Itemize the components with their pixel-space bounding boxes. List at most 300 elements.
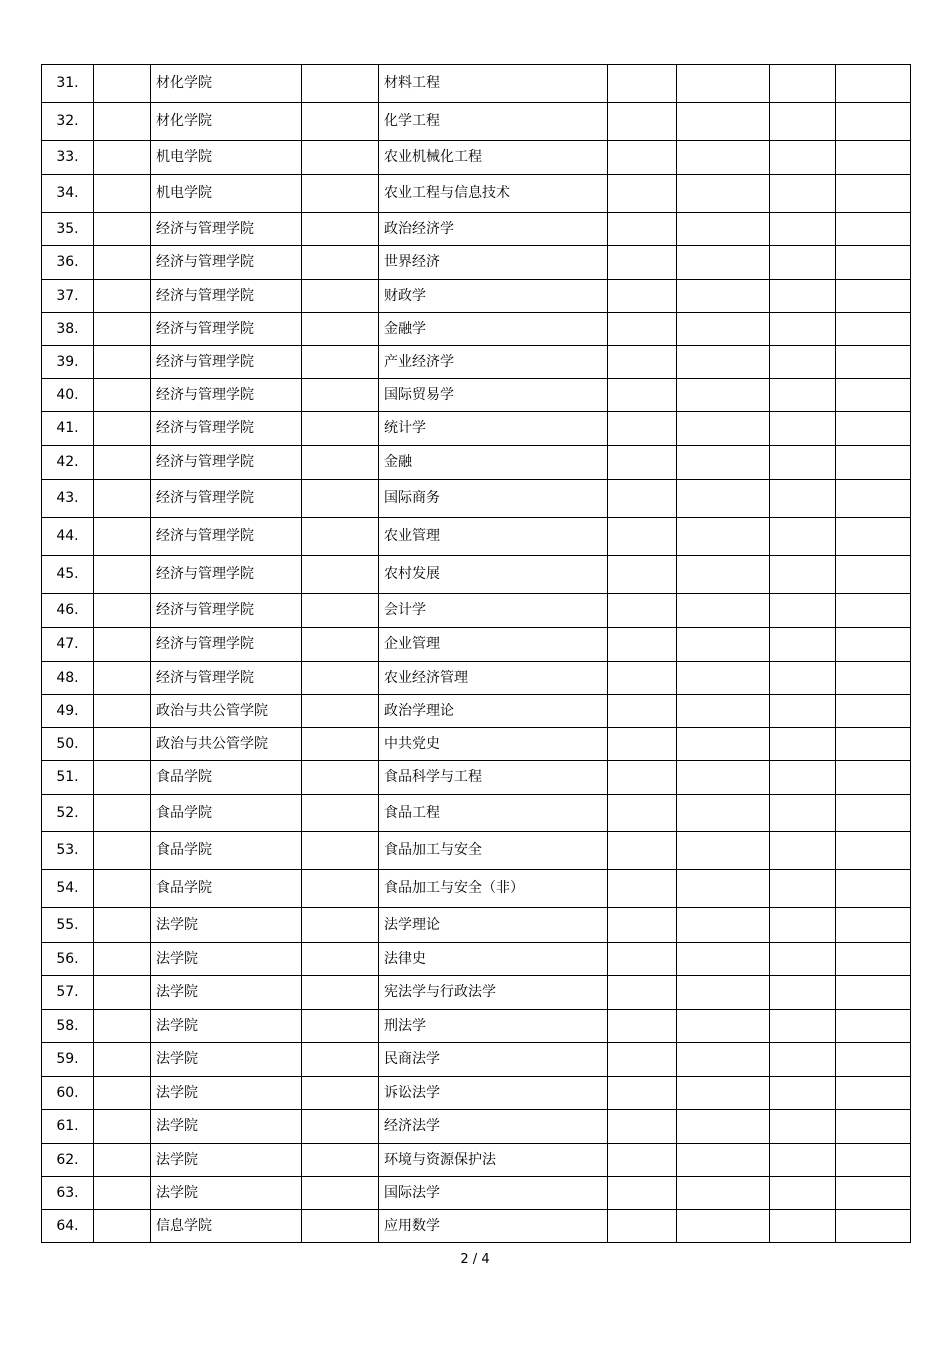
college-cell: 经济与管理学院: [151, 213, 302, 246]
blank-cell: [836, 412, 911, 446]
table-row: [42, 728, 911, 761]
row-number-cell: 44.: [42, 518, 94, 556]
row-number-cell: 37.: [42, 280, 94, 313]
blank-cell: [836, 1110, 911, 1144]
blank-cell: [302, 65, 379, 103]
row-number-cell: 64.: [42, 1210, 94, 1243]
blank-cell: [302, 313, 379, 346]
major-cell: 企业管理: [379, 628, 608, 662]
blank-cell: [302, 446, 379, 480]
blank-cell: [836, 761, 911, 795]
blank-cell: [608, 628, 677, 662]
table-row: [42, 594, 911, 628]
row-number-cell: 54.: [42, 870, 94, 908]
table-row: [42, 412, 911, 446]
blank-cell: [302, 213, 379, 246]
blank-cell: [677, 246, 770, 280]
blank-cell: [94, 628, 151, 662]
blank-cell: [94, 943, 151, 976]
major-cell: 宪法学与行政法学: [379, 976, 608, 1010]
college-cell: 政治与共公管学院: [151, 695, 302, 728]
blank-cell: [608, 728, 677, 761]
blank-cell: [608, 795, 677, 832]
table-row: [42, 761, 911, 795]
major-cell: 食品加工与安全: [379, 832, 608, 870]
blank-cell: [836, 832, 911, 870]
blank-cell: [836, 908, 911, 943]
blank-cell: [608, 908, 677, 943]
blank-cell: [677, 1043, 770, 1077]
blank-cell: [94, 65, 151, 103]
blank-cell: [677, 1144, 770, 1177]
blank-cell: [836, 246, 911, 280]
blank-cell: [302, 662, 379, 695]
blank-cell: [770, 976, 836, 1010]
blank-cell: [608, 412, 677, 446]
college-cell: 法学院: [151, 1177, 302, 1210]
blank-cell: [608, 1043, 677, 1077]
blank-cell: [836, 1077, 911, 1110]
major-cell: 财政学: [379, 280, 608, 313]
blank-cell: [770, 213, 836, 246]
blank-cell: [302, 594, 379, 628]
major-cell: 材料工程: [379, 65, 608, 103]
blank-cell: [302, 943, 379, 976]
blank-cell: [302, 976, 379, 1010]
blank-cell: [302, 695, 379, 728]
blank-cell: [677, 795, 770, 832]
major-cell: 农业经济管理: [379, 662, 608, 695]
table-row: [42, 976, 911, 1010]
table-row: [42, 1010, 911, 1043]
row-number-cell: 63.: [42, 1177, 94, 1210]
blank-cell: [608, 761, 677, 795]
blank-cell: [836, 870, 911, 908]
blank-cell: [94, 870, 151, 908]
blank-cell: [836, 1010, 911, 1043]
blank-cell: [608, 695, 677, 728]
table-row: [42, 379, 911, 412]
blank-cell: [608, 1077, 677, 1110]
blank-cell: [677, 1210, 770, 1243]
blank-cell: [302, 628, 379, 662]
blank-cell: [608, 556, 677, 594]
blank-cell: [94, 446, 151, 480]
blank-cell: [677, 870, 770, 908]
blank-cell: [836, 480, 911, 518]
blank-cell: [94, 103, 151, 141]
blank-cell: [94, 175, 151, 213]
blank-cell: [770, 175, 836, 213]
blank-cell: [770, 103, 836, 141]
blank-cell: [770, 446, 836, 480]
blank-cell: [302, 1144, 379, 1177]
table-row: [42, 518, 911, 556]
blank-cell: [677, 556, 770, 594]
college-cell: 经济与管理学院: [151, 246, 302, 280]
blank-cell: [94, 556, 151, 594]
blank-cell: [836, 103, 911, 141]
blank-cell: [94, 761, 151, 795]
row-number-cell: 59.: [42, 1043, 94, 1077]
row-number-cell: 53.: [42, 832, 94, 870]
blank-cell: [836, 280, 911, 313]
table-row: [42, 103, 911, 141]
row-number-cell: 50.: [42, 728, 94, 761]
major-cell: 诉讼法学: [379, 1077, 608, 1110]
row-number-cell: 43.: [42, 480, 94, 518]
college-cell: 法学院: [151, 943, 302, 976]
blank-cell: [677, 908, 770, 943]
blank-cell: [608, 870, 677, 908]
blank-cell: [836, 556, 911, 594]
row-number-cell: 48.: [42, 662, 94, 695]
blank-cell: [94, 976, 151, 1010]
blank-cell: [677, 1077, 770, 1110]
blank-cell: [608, 313, 677, 346]
table-row: [42, 795, 911, 832]
table-row: [42, 480, 911, 518]
college-cell: 法学院: [151, 1110, 302, 1144]
blank-cell: [836, 628, 911, 662]
table-row: [42, 280, 911, 313]
blank-cell: [302, 175, 379, 213]
blank-cell: [94, 728, 151, 761]
major-cell: 世界经济: [379, 246, 608, 280]
row-number-cell: 35.: [42, 213, 94, 246]
blank-cell: [770, 1210, 836, 1243]
blank-cell: [770, 379, 836, 412]
blank-cell: [677, 175, 770, 213]
blank-cell: [608, 1110, 677, 1144]
college-cell: 经济与管理学院: [151, 313, 302, 346]
blank-cell: [302, 1110, 379, 1144]
table-row: [42, 65, 911, 103]
row-number-cell: 36.: [42, 246, 94, 280]
row-number-cell: 58.: [42, 1010, 94, 1043]
blank-cell: [677, 976, 770, 1010]
blank-cell: [836, 175, 911, 213]
major-cell: 国际法学: [379, 1177, 608, 1210]
blank-cell: [770, 1077, 836, 1110]
major-cell: 国际商务: [379, 480, 608, 518]
blank-cell: [302, 1043, 379, 1077]
college-cell: 法学院: [151, 1043, 302, 1077]
blank-cell: [770, 346, 836, 379]
blank-cell: [302, 1077, 379, 1110]
blank-cell: [770, 1110, 836, 1144]
row-number-cell: 49.: [42, 695, 94, 728]
blank-cell: [94, 1144, 151, 1177]
college-cell: 法学院: [151, 1144, 302, 1177]
blank-cell: [770, 1177, 836, 1210]
major-cell: 统计学: [379, 412, 608, 446]
blank-cell: [836, 379, 911, 412]
blank-cell: [677, 446, 770, 480]
college-cell: 机电学院: [151, 175, 302, 213]
blank-cell: [677, 65, 770, 103]
blank-cell: [836, 1177, 911, 1210]
row-number-cell: 60.: [42, 1077, 94, 1110]
major-cell: 民商法学: [379, 1043, 608, 1077]
blank-cell: [836, 1144, 911, 1177]
major-cell: 政治经济学: [379, 213, 608, 246]
blank-cell: [302, 761, 379, 795]
blank-cell: [94, 313, 151, 346]
college-cell: 材化学院: [151, 65, 302, 103]
blank-cell: [94, 412, 151, 446]
blank-cell: [677, 280, 770, 313]
blank-cell: [302, 246, 379, 280]
major-cell: 农村发展: [379, 556, 608, 594]
blank-cell: [770, 65, 836, 103]
blank-cell: [94, 1110, 151, 1144]
blank-cell: [608, 379, 677, 412]
blank-cell: [94, 213, 151, 246]
table-row: [42, 313, 911, 346]
blank-cell: [608, 976, 677, 1010]
college-cell: 经济与管理学院: [151, 556, 302, 594]
blank-cell: [302, 518, 379, 556]
row-number-cell: 51.: [42, 761, 94, 795]
blank-cell: [836, 728, 911, 761]
blank-cell: [94, 1077, 151, 1110]
blank-cell: [608, 103, 677, 141]
blank-cell: [836, 594, 911, 628]
major-cell: 政治学理论: [379, 695, 608, 728]
major-cell: 化学工程: [379, 103, 608, 141]
blank-cell: [302, 1177, 379, 1210]
blank-cell: [302, 728, 379, 761]
blank-cell: [608, 1010, 677, 1043]
blank-cell: [94, 1043, 151, 1077]
blank-cell: [677, 832, 770, 870]
major-cell: 刑法学: [379, 1010, 608, 1043]
blank-cell: [302, 832, 379, 870]
blank-cell: [302, 412, 379, 446]
table-row: [42, 1210, 911, 1243]
blank-cell: [302, 141, 379, 175]
blank-cell: [677, 628, 770, 662]
blank-cell: [770, 594, 836, 628]
table-row: [42, 662, 911, 695]
blank-cell: [836, 518, 911, 556]
blank-cell: [770, 832, 836, 870]
college-cell: 经济与管理学院: [151, 412, 302, 446]
row-number-cell: 61.: [42, 1110, 94, 1144]
blank-cell: [770, 1043, 836, 1077]
row-number-cell: 32.: [42, 103, 94, 141]
blank-cell: [677, 728, 770, 761]
blank-cell: [836, 943, 911, 976]
table-row: [42, 141, 911, 175]
college-cell: 食品学院: [151, 761, 302, 795]
college-cell: 材化学院: [151, 103, 302, 141]
college-cell: 机电学院: [151, 141, 302, 175]
blank-cell: [836, 976, 911, 1010]
blank-cell: [836, 65, 911, 103]
blank-cell: [94, 246, 151, 280]
blank-cell: [770, 518, 836, 556]
blank-cell: [677, 943, 770, 976]
row-number-cell: 55.: [42, 908, 94, 943]
row-number-cell: 38.: [42, 313, 94, 346]
major-cell: 金融学: [379, 313, 608, 346]
blank-cell: [608, 594, 677, 628]
blank-cell: [677, 518, 770, 556]
blank-cell: [836, 346, 911, 379]
blank-cell: [836, 446, 911, 480]
blank-cell: [836, 695, 911, 728]
blank-cell: [770, 908, 836, 943]
major-cell: 环境与资源保护法: [379, 1144, 608, 1177]
blank-cell: [608, 213, 677, 246]
row-number-cell: 34.: [42, 175, 94, 213]
blank-cell: [677, 761, 770, 795]
blank-cell: [94, 480, 151, 518]
table-row: [42, 1144, 911, 1177]
blank-cell: [302, 103, 379, 141]
table-row: [42, 1177, 911, 1210]
blank-cell: [836, 1043, 911, 1077]
blank-cell: [836, 141, 911, 175]
row-number-cell: 41.: [42, 412, 94, 446]
blank-cell: [677, 480, 770, 518]
major-cell: 食品加工与安全（非）: [379, 870, 608, 908]
blank-cell: [770, 480, 836, 518]
major-list-table: [41, 64, 911, 1243]
blank-cell: [677, 662, 770, 695]
blank-cell: [677, 379, 770, 412]
blank-cell: [94, 518, 151, 556]
major-cell: 农业管理: [379, 518, 608, 556]
blank-cell: [608, 518, 677, 556]
blank-cell: [94, 1010, 151, 1043]
blank-cell: [770, 628, 836, 662]
blank-cell: [94, 695, 151, 728]
table-row: [42, 1043, 911, 1077]
blank-cell: [302, 1210, 379, 1243]
major-cell: 食品工程: [379, 795, 608, 832]
blank-cell: [677, 313, 770, 346]
blank-cell: [677, 412, 770, 446]
row-number-cell: 33.: [42, 141, 94, 175]
major-cell: 法学理论: [379, 908, 608, 943]
blank-cell: [677, 141, 770, 175]
blank-cell: [836, 313, 911, 346]
blank-cell: [94, 346, 151, 379]
blank-cell: [608, 246, 677, 280]
blank-cell: [677, 213, 770, 246]
blank-cell: [608, 480, 677, 518]
blank-cell: [302, 379, 379, 412]
college-cell: 食品学院: [151, 870, 302, 908]
table-row: [42, 908, 911, 943]
blank-cell: [608, 280, 677, 313]
row-number-cell: 57.: [42, 976, 94, 1010]
blank-cell: [836, 795, 911, 832]
table-row: [42, 175, 911, 213]
blank-cell: [608, 1144, 677, 1177]
blank-cell: [302, 556, 379, 594]
major-cell: 经济法学: [379, 1110, 608, 1144]
table-body: [42, 65, 911, 1243]
college-cell: 食品学院: [151, 832, 302, 870]
blank-cell: [836, 213, 911, 246]
blank-cell: [302, 1010, 379, 1043]
table-row: [42, 213, 911, 246]
blank-cell: [677, 346, 770, 379]
college-cell: 经济与管理学院: [151, 379, 302, 412]
blank-cell: [770, 280, 836, 313]
blank-cell: [770, 1010, 836, 1043]
major-cell: 金融: [379, 446, 608, 480]
college-cell: 经济与管理学院: [151, 518, 302, 556]
blank-cell: [94, 141, 151, 175]
table-row: [42, 832, 911, 870]
blank-cell: [94, 1177, 151, 1210]
major-cell: 农业机械化工程: [379, 141, 608, 175]
college-cell: 经济与管理学院: [151, 628, 302, 662]
blank-cell: [677, 695, 770, 728]
table-row: [42, 628, 911, 662]
major-cell: 应用数学: [379, 1210, 608, 1243]
blank-cell: [836, 662, 911, 695]
blank-cell: [94, 379, 151, 412]
college-cell: 经济与管理学院: [151, 280, 302, 313]
blank-cell: [770, 412, 836, 446]
college-cell: 政治与共公管学院: [151, 728, 302, 761]
blank-cell: [770, 728, 836, 761]
blank-cell: [608, 446, 677, 480]
blank-cell: [677, 1110, 770, 1144]
college-cell: 经济与管理学院: [151, 446, 302, 480]
college-cell: 法学院: [151, 976, 302, 1010]
blank-cell: [608, 175, 677, 213]
college-cell: 食品学院: [151, 795, 302, 832]
blank-cell: [608, 662, 677, 695]
table-row: [42, 246, 911, 280]
major-cell: 农业工程与信息技术: [379, 175, 608, 213]
college-cell: 法学院: [151, 1077, 302, 1110]
blank-cell: [94, 594, 151, 628]
row-number-cell: 39.: [42, 346, 94, 379]
college-cell: 经济与管理学院: [151, 594, 302, 628]
college-cell: 信息学院: [151, 1210, 302, 1243]
blank-cell: [770, 662, 836, 695]
blank-cell: [836, 1210, 911, 1243]
major-cell: 产业经济学: [379, 346, 608, 379]
blank-cell: [770, 556, 836, 594]
blank-cell: [677, 1010, 770, 1043]
college-cell: 法学院: [151, 908, 302, 943]
row-number-cell: 62.: [42, 1144, 94, 1177]
college-cell: 经济与管理学院: [151, 480, 302, 518]
blank-cell: [608, 1177, 677, 1210]
blank-cell: [302, 280, 379, 313]
major-cell: 中共党史: [379, 728, 608, 761]
table-row: [42, 943, 911, 976]
blank-cell: [770, 246, 836, 280]
blank-cell: [770, 943, 836, 976]
table-row: [42, 870, 911, 908]
table-row: [42, 1077, 911, 1110]
major-cell: 法律史: [379, 943, 608, 976]
blank-cell: [770, 313, 836, 346]
blank-cell: [677, 103, 770, 141]
blank-cell: [302, 480, 379, 518]
row-number-cell: 31.: [42, 65, 94, 103]
